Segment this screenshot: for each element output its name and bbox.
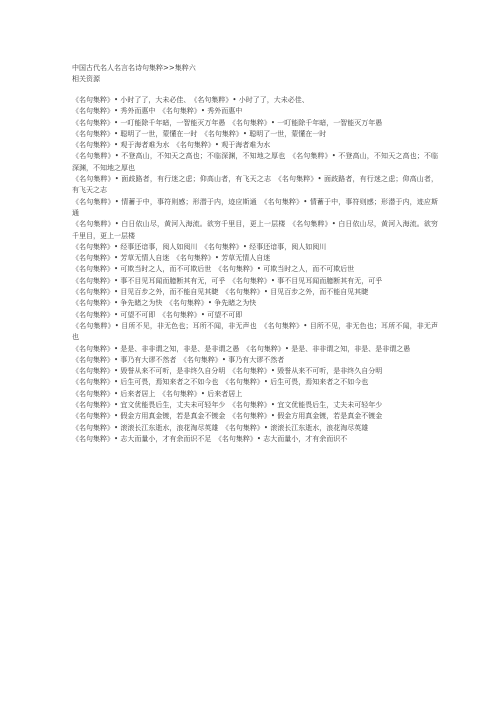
quote-entry: 《名句集粹》• 是是、非非谓之知，非是、是非谓之愚 《名句集粹》• 是是、非非谓之知，非是、是非谓之愚 (72, 344, 411, 353)
quote-entry: 《名句集粹》• 聪明了一世，蒙懂在一时 《名句集粹》• 聪明了一世，蒙懂在一时 (72, 129, 327, 138)
related-resources-label: 相关资源 (72, 75, 100, 83)
quote-entry: 《名句集粹》• 志大而量小，才有余而识不足 《名句集粹》• 志大而量小，才有余而识不 (72, 434, 348, 443)
quote-entry: 《名句集粹》• 秀外而惠中 《名句集粹》• 秀外而惠中 (72, 107, 243, 116)
quote-list (72, 95, 438, 445)
page-title: 中国古代名人名言名诗句集粹>>集粹六 (72, 64, 196, 72)
quote-entry: 《名句集粹》• 目见百步之外，而不能自见其睫 《名句集粹》• 目见百步之外，而不能自见其睫 (72, 288, 369, 297)
quote-entry: 《名句集粹》• 观于海者难为水 《名句集粹》• 观于海者难为水 (72, 141, 271, 150)
quote-entry: 《名句集粹》• 事不目见耳闻而臆断其有无，可乎 《名句集粹》• 事不目见耳闻而臆断其有无，可乎 (72, 276, 383, 285)
quote-entry: 《名句集粹》• 芳草无情人自迷 《名句集粹》• 芳草无情人自迷 (72, 254, 271, 263)
quote-entry: 《名句集粹》• 宜文优能畏后生，丈夫未可轻年少 《名句集粹》• 宜文优能畏后生，丈夫未可轻年少 (72, 401, 383, 410)
quote-entry: 《名句集粹》• 毁誉从来不可听，是非终久自分明 《名句集粹》• 毁誉从来不可听，是非终久自分明 (72, 367, 383, 376)
quote-entry: 《名句集粹》• 不登高山，不知天之高也；不临深渊，不知地之厚也 《名句集粹》• 不登高山，不知天之高也；不临深渊，不知地之厚也 (72, 152, 438, 172)
quote-entry: 《名句集粹》• 假金方用真金镀，若是真金不镀金 《名句集粹》• 假金方用真金镀，若是真金不镀金 (72, 412, 383, 421)
quote-entry: 《名句集粹》• 情蓄于中，事符则感；形潜于内，迹应斯通 《名句集粹》• 情蓄于中，事符则感；形潜于内，迹应斯通 (72, 197, 438, 217)
quote-entry: 《名句集粹》• 目所不见，非无色也；耳所不闻，非无声也 《名句集粹》• 目所不见，非无色也；耳所不闻，非无声也 (72, 321, 438, 342)
quote-entry: 《名句集粹》• 事乃有大谬不然者 《名句集粹》• 事乃有大谬不然者 (72, 355, 285, 364)
quote-entry: 《名句集粹》• 滚滚长江东逝水，浪花淘尽英雄 《名句集粹》• 滚滚长江东逝水，浪花淘尽英雄 (72, 423, 369, 432)
quote-entry: 《名句集粹》• 可望不可即 《名句集粹》• 可望不可即 (72, 310, 243, 319)
quote-entry: 《名句集粹》• 面歧路者，有行迷之虑；仰高山者，有飞天之志 《名句集粹》• 面歧路者，有行迷之虑；仰高山者，有飞天之志 (72, 175, 438, 195)
quote-entry: 《名句集粹》• 一叮能除千年暗，一智能灭万年愚 《名句集粹》• 一叮能除千年暗，一智能灭万年愚 (72, 118, 383, 127)
quote-entry: 《名句集粹》• 后生可畏，焉知来者之不如今也 《名句集粹》• 后生可畏，焉知来者之不如今也 (72, 378, 369, 387)
quote-entry: 《名句集粹》• 经事还谙事，阅人如阅川 《名句集粹》• 经事还谙事，阅人如阅川 (72, 242, 327, 251)
quote-entry: 《名句集粹》• 白日依山尽，黄河入海流。欲穷千里目，更上一层楼 《名句集粹》• 白日依山尽，黄河入海流。欲穷千里目，更上一层楼 (72, 220, 438, 240)
quote-entry: 《名句集粹》• 后来者居上 《名句集粹》• 后来者居上 (72, 389, 243, 398)
quote-entry: 《名句集粹》• 争先睹之为快 《名句集粹》• 争先睹之为快 (72, 299, 257, 308)
quote-entry: 《名句集粹》• 小时了了，大未必佳、 《名句集粹》• 小时了了，大未必佳、 (72, 96, 309, 104)
quote-entry: 《名句集粹》• 可欺当时之人，而不可欺后世 《名句集粹》• 可欺当时之人，而不可欺后世 (72, 265, 355, 274)
